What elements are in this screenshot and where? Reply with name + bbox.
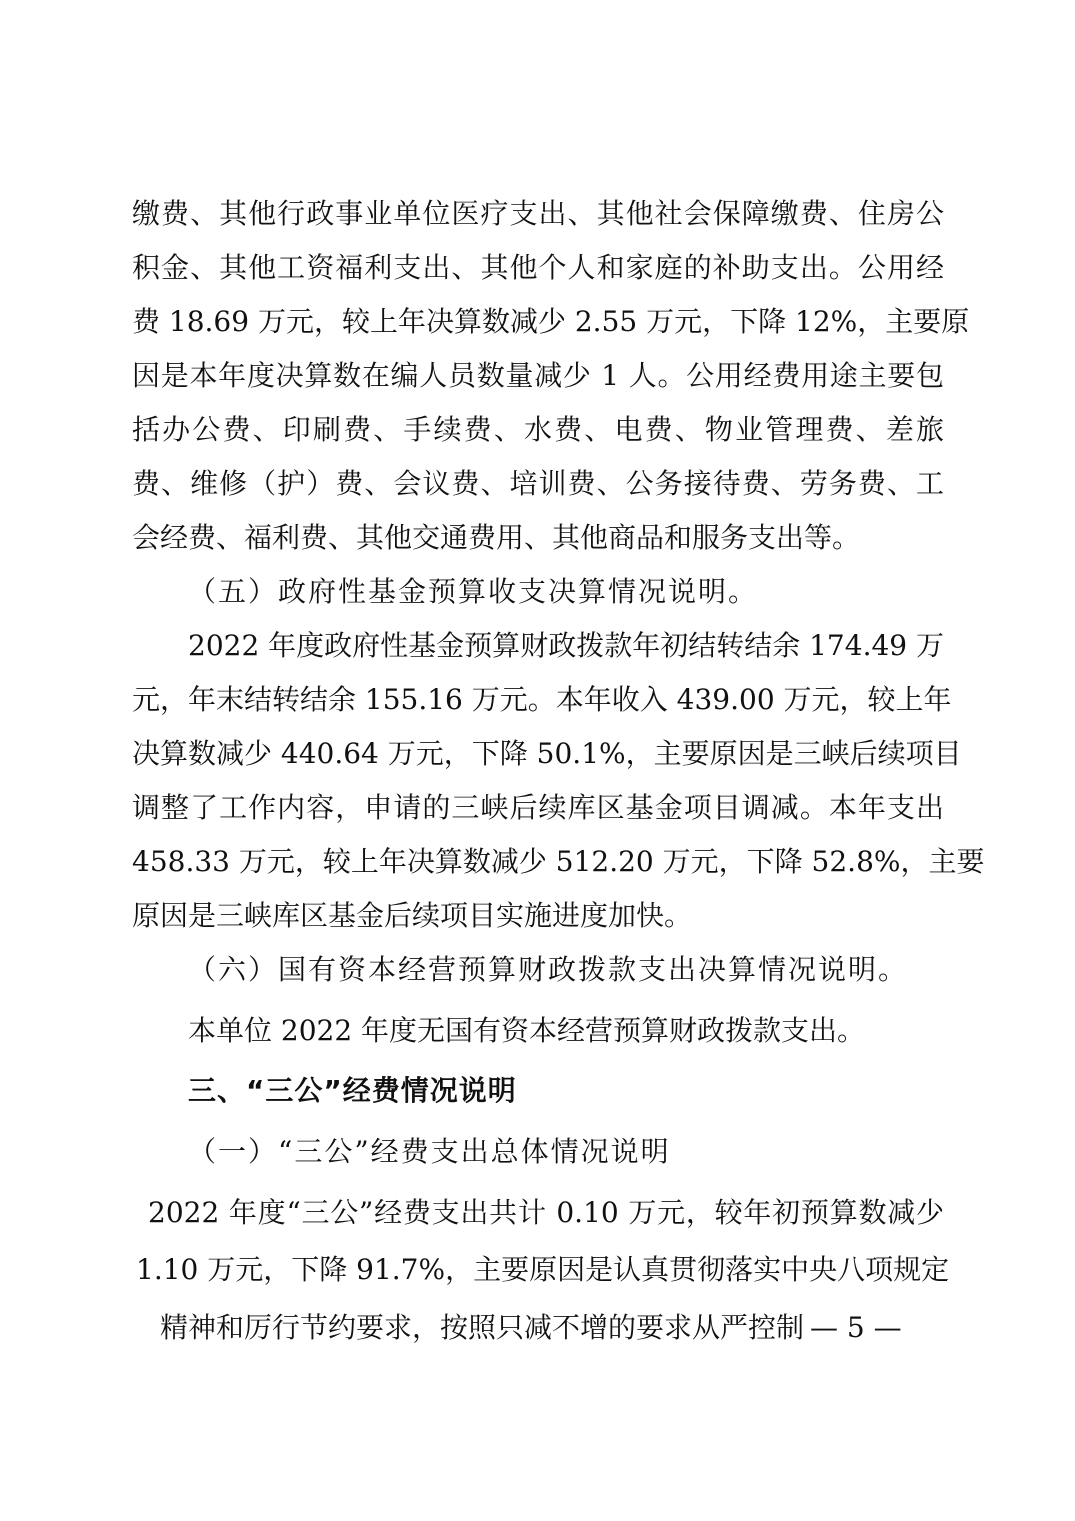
paragraph-line: 1.10 万元，下降 91.7%，主要原因是认真贯彻落实中央八项规定	[136, 1253, 950, 1286]
paragraph-line: 调整了工作内容，申请的三峡后续库区基金项目调减。本年支出	[132, 791, 944, 824]
paragraph-line: 积金、其他工资福利支出、其他个人和家庭的补助支出。公用经	[132, 251, 944, 284]
section-heading-5: （五）政府性基金预算收支决算情况说明。	[188, 575, 759, 608]
paragraph-line: 原因是三峡库区基金后续项目实施进度加快。	[132, 899, 693, 932]
paragraph-line: 元，年末结转结余 155.16 万元。本年收入 439.00 万元，较上年	[132, 683, 952, 716]
paragraph-line-text: 精神和厉行节约要求，按照只减不增的要求从严控制	[160, 1311, 805, 1344]
paragraph-line: 458.33 万元，较上年决算数减少 512.20 万元，下降 52.8%，主要	[132, 845, 985, 878]
paragraph-line: 本单位 2022 年度无国有资本经营预算财政拨款支出。	[188, 1014, 866, 1047]
paragraph-line: 决算数减少 440.64 万元，下降 50.1%，主要原因是三峡后续项目	[132, 737, 962, 770]
paragraph-line: 费 18.69 万元，较上年决算数减少 2.55 万元，下降 12%，主要原	[132, 305, 970, 338]
paragraph-line	[160, 1308, 944, 1348]
paragraph-line: 2022 年度“三公”经费支出共计 0.10 万元，较年初预算数减少	[148, 1196, 944, 1229]
section-heading-6: （六）国有资本经营预算财政拨款支出决算情况说明。	[188, 953, 909, 986]
paragraph-line: 括办公费、印刷费、手续费、水费、电费、物业管理费、差旅	[132, 413, 944, 446]
chapter-heading-3: 三、“三公”经费情况说明	[188, 1074, 517, 1107]
paragraph-line: 费、维修（护）费、会议费、培训费、公务接待费、劳务费、工	[132, 467, 944, 500]
paragraph-line: 2022 年度政府性基金预算财政拨款年初结转结余 174.49 万	[188, 629, 944, 662]
page-number: — 5 —	[810, 1311, 902, 1344]
paragraph-line: 会经费、福利费、其他交通费用、其他商品和服务支出等。	[132, 521, 861, 554]
paragraph-line: 因是本年度决算数在编人员数量减少 1 人。公用经费用途主要包	[132, 359, 944, 392]
section-heading-3-1: （一）“三公”经费支出总体情况说明	[188, 1135, 671, 1168]
paragraph-line: 缴费、其他行政事业单位医疗支出、其他社会保障缴费、住房公	[132, 197, 944, 230]
